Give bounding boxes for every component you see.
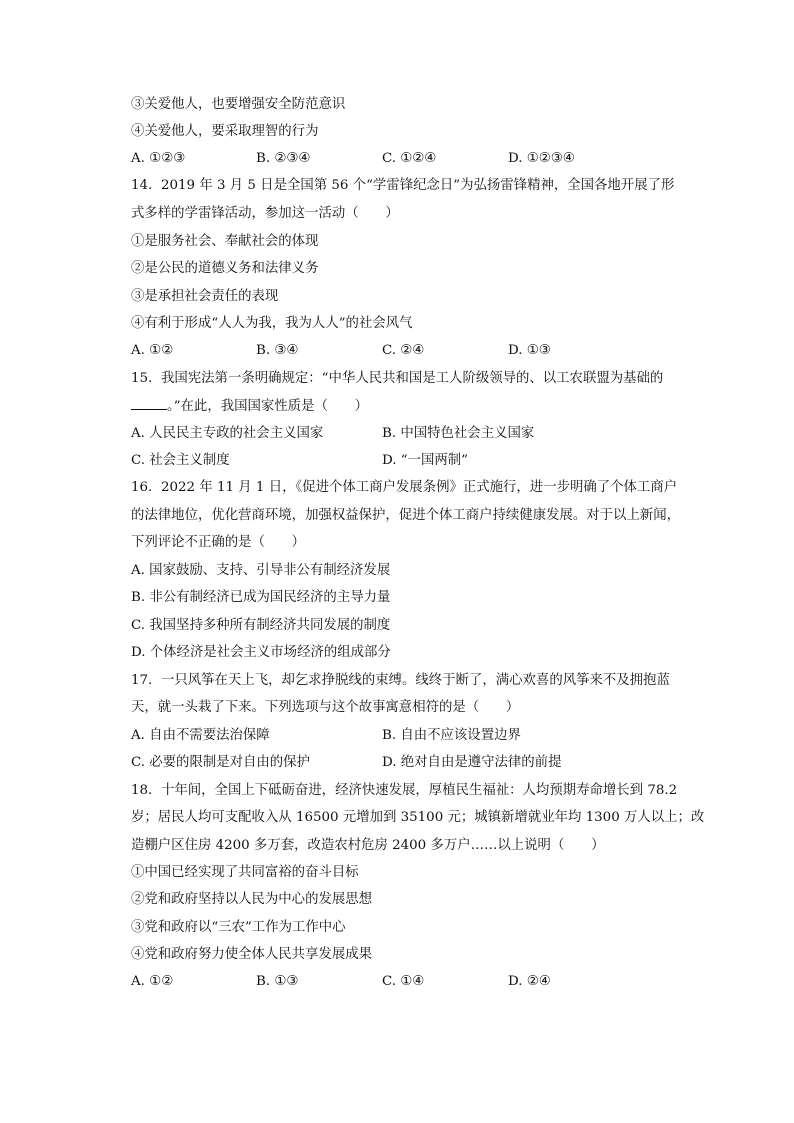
q18-stem-line-1 [131,782,691,800]
q17-stem-line-1 [131,672,691,690]
q14-option-a: A. ①② [131,343,174,358]
q13-item-3: ③关爱他人，也要增强安全防范意识 [131,97,346,112]
q15-answer-blank [131,397,167,410]
q18-item-2: ②党和政府坚持以人民为中心的发展思想 [131,892,373,907]
q15-option-b: B. 中国特色社会主义国家 [382,426,535,441]
q17-option-b: B. 自由不应该设置边界 [382,728,521,743]
q16-number: 16. [131,480,153,495]
q15-option-d: D. “一国两制” [382,453,469,468]
q18-options [131,973,691,991]
q18-item-4: ④党和政府努力使全体人民共享发展成果 [131,947,373,962]
q16-option-a: A. 国家鼓励、支持、引导非公有制经济发展 [131,563,391,578]
q15-option-c: C. 社会主义制度 [131,453,230,468]
q17-option-a: A. 自由不需要法治保障 [131,728,270,743]
q14-item-1: ①是服务社会、奉献社会的体现 [131,234,319,249]
q15-options-row-2 [131,452,691,470]
q18-number: 18. [131,783,153,798]
q16-option-d: D. 个体经济是社会主义市场经济的组成部分 [131,645,391,660]
q18-stem-2: 岁；居民人均可支配收入从 16500 元增加到 35100 元；城镇新增就业年均 1300 万人以上；改 [131,810,705,825]
q14-stem-line-1 [131,177,691,195]
q18-stem-1: 十年间，全国上下砥砺奋进，经济快速发展，厚植民生福祉：人均预期寿命增长到 78.2 [161,783,678,798]
q13-option-d: D. ①②③④ [508,151,575,166]
q18-item-1: ①中国已经实现了共同富裕的奋斗目标 [131,865,359,880]
q18-item-3: ③党和政府以“三农”工作为工作中心 [131,920,346,935]
q15-option-a: A. 人民民主专政的社会主义国家 [131,426,324,441]
q14-options [131,342,691,360]
q17-option-d: D. 绝对自由是遵守法律的前提 [382,755,562,770]
q17-stem-2: 天，就一头栽了下来。下列选项与这个故事寓意相符的是（ ） [131,700,520,715]
q16-stem-1: 2022 年 11 月 1 日，《促进个体工商户发展条例》正式施行，进一步明确了个体工商户 [161,480,678,495]
q13-options [131,150,691,168]
q15-options-row-1 [131,425,691,443]
q16-stem-2: 的法律地位，优化营商环境，加强权益保护，促进个体工商户持续健康发展。对于以上新闻， [131,508,681,523]
q18-stem-3: 造棚户区住房 4200 多万套，改造农村危房 2400 多万户……以上说明（ ） [131,838,605,853]
q18-option-a: A. ①② [131,974,174,989]
q16-stem-3: 下列评论不正确的是（ ） [131,535,306,550]
q17-stem-1: 一只风筝在天上飞，却乞求挣脱线的束缚。线终于断了，满心欢喜的风筝来不及拥抱蓝 [161,673,670,688]
q16-option-c: C. 我国坚持多种所有制经济共同发展的制度 [131,618,391,633]
q18-option-c: C. ①④ [382,974,425,989]
q13-option-a: A. ①②③ [131,151,186,166]
q14-item-4: ④有利于形成“人人为我，我为人人”的社会风气 [131,316,413,331]
q17-options-row-2 [131,754,691,772]
q14-option-b: B. ③④ [256,343,299,358]
q14-item-2: ②是公民的道德义务和法律义务 [131,261,319,276]
q17-number: 17. [131,673,153,688]
q14-stem-1: 2019 年 3 月 5 日是全国第 56 个“学雷锋纪念日”为弘扬雷锋精神，全国各地开展了形 [161,178,675,193]
q17-options-row-1 [131,727,691,745]
q13-option-c: C. ①②④ [382,151,437,166]
q16-option-b: B. 非公有制经济已成为国民经济的主导力量 [131,590,391,605]
q15-number: 15. [131,371,153,386]
q14-number: 14. [131,178,153,193]
q15-stem-line-2 [131,397,691,416]
q15-stem-1: 我国宪法第一条明确规定：“中华人民共和国是工人阶级领导的、以工农联盟为基础的 [161,371,664,386]
q15-stem-line-1 [131,370,691,388]
q13-item-4: ④关爱他人，要采取理智的行为 [131,124,319,139]
q18-option-d: D. ②④ [508,974,551,989]
q17-option-c: C. 必要的限制是对自由的保护 [131,755,310,770]
q14-option-d: D. ①③ [508,343,551,358]
q14-option-c: C. ②④ [382,343,425,358]
q14-item-3: ③是承担社会责任的表现 [131,289,279,304]
q14-stem-2: 式多样的学雷锋活动，参加这一活动（ ） [131,206,399,221]
q15-stem-2: 。”在此，我国国家性质是（ ） [167,399,369,414]
q13-option-b: B. ②③④ [256,151,311,166]
q16-stem-line-1 [131,479,691,497]
q18-option-b: B. ①③ [256,974,299,989]
